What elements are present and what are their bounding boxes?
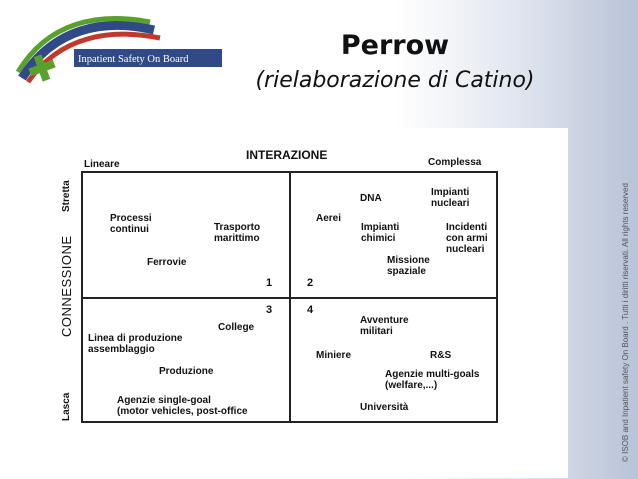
label-aerei: Aerei <box>316 213 342 224</box>
quadrant-number-1: 1 <box>266 277 273 289</box>
y-axis-bottom-label: Lasca <box>61 392 72 421</box>
label-rs: R&S <box>430 350 452 361</box>
x-axis-title: INTERAZIONE <box>246 148 328 162</box>
label-miniere: Miniere <box>316 350 352 361</box>
label-ferrovie: Ferrovie <box>147 257 187 268</box>
isob-logo <box>14 8 224 88</box>
label-trasporto-marittimo: Trasporto marittimo <box>214 222 261 244</box>
quadrant-number-2: 2 <box>307 277 314 289</box>
label-processi-continui: Processi continui <box>110 213 152 235</box>
copyright-notice: © ISOB and Inpatient safety On Board . Tutti i diritti riservati. All rights reserved <box>621 183 630 462</box>
label-linea-produzione: Linea di produzione assemblaggio <box>88 333 183 355</box>
y-axis-title: CONNESSIONE <box>59 235 74 337</box>
x-axis-left-label: Lineare <box>84 159 120 170</box>
label-agenzie-single-goal: Agenzie single-goal (motor vehicles, post-office <box>117 395 248 417</box>
label-incidenti-armi-nucleari: Incidenti con armi nucleari <box>446 222 488 255</box>
grid-horizontal-divider <box>81 297 498 299</box>
x-axis-right-label: Complessa <box>428 157 482 168</box>
label-impianti-chimici: Impianti chimici <box>361 222 400 244</box>
label-college: College <box>218 322 255 333</box>
label-produzione: Produzione <box>159 366 214 377</box>
slide-title: Perrow <box>340 30 450 61</box>
label-missione-spaziale: Missione spaziale <box>387 255 430 277</box>
quadrant-number-3: 3 <box>266 304 273 316</box>
slide-subtitle: (rielaborazione di Catino) <box>255 68 535 93</box>
label-universita: Università <box>360 402 409 413</box>
y-axis-top-label: Stretta <box>61 180 72 212</box>
label-agenzie-multi-goals: Agenzie multi-goals (welfare,...) <box>385 369 480 391</box>
label-avventure-militari: Avventure militari <box>360 315 409 337</box>
quadrant-number-4: 4 <box>307 304 314 316</box>
label-dna: DNA <box>360 193 382 204</box>
logo-text: Inpatient Safety On Board <box>78 54 189 65</box>
label-impianti-nucleari: Impianti nucleari <box>431 187 470 209</box>
